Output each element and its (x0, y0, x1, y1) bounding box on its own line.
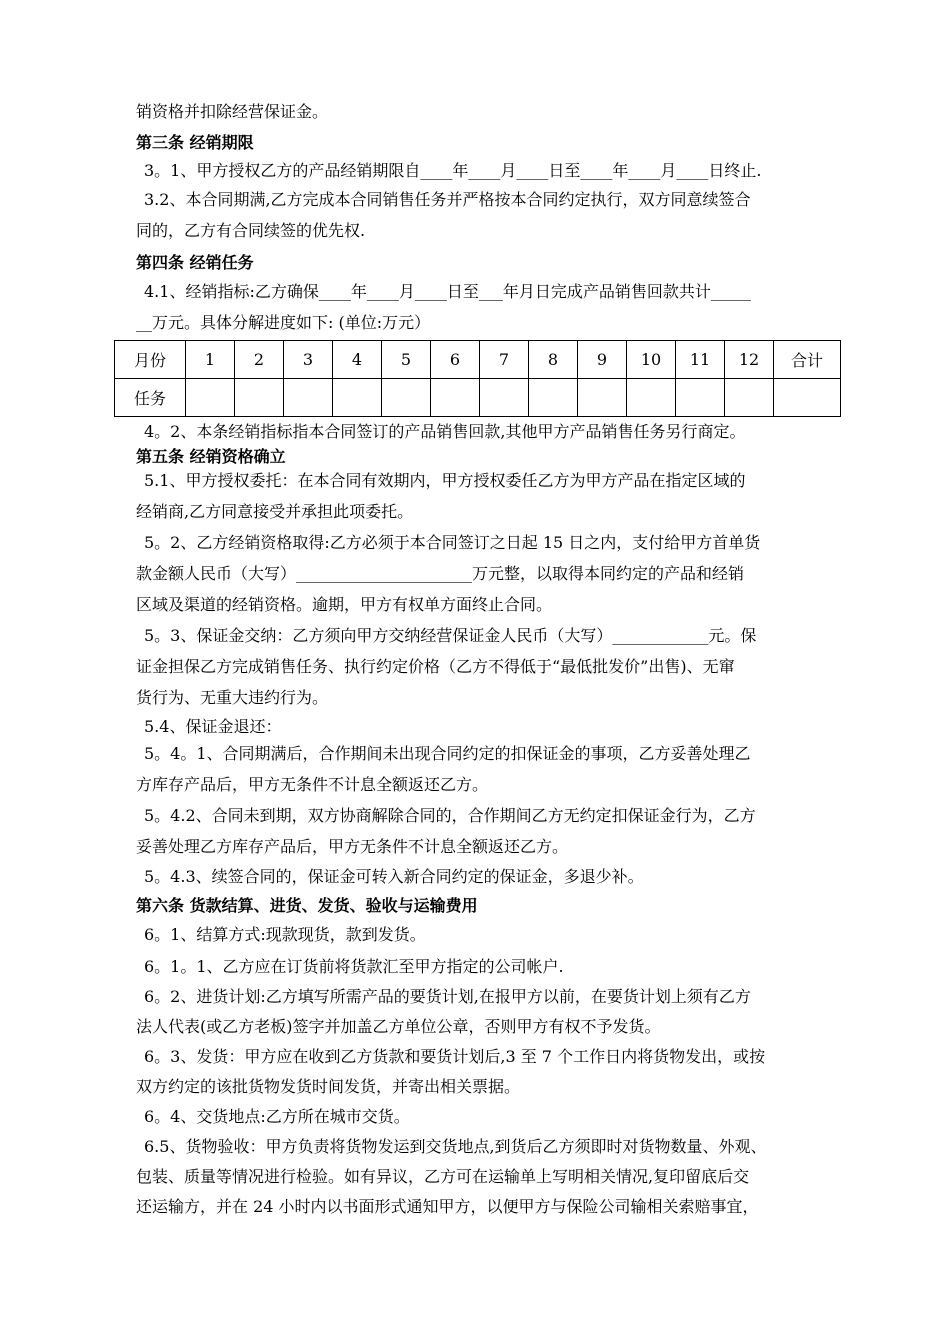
month-cell: 3 (284, 341, 333, 379)
task-cell (529, 379, 578, 417)
task-cell (627, 379, 676, 417)
section-heading-article-3: 第三条 经销期限 (136, 133, 254, 152)
paragraph-line: 款金额人民币（大写）______________________万元整，以取得本同约定的产品和经销 (136, 564, 745, 583)
paragraph-line: 包装、质量等情况进行检验。如有异议，乙方可在运输单上写明相关情况,复印留底后交 (136, 1167, 750, 1186)
table-row-months (115, 341, 841, 379)
clause-4-1: 4.1、经销指标:乙方确保____年____月____日至___年月日完成产品销售回款共计_____ (144, 282, 751, 301)
section-heading-article-4: 第四条 经销任务 (136, 253, 254, 272)
clause-5-4-2: 5。4.2、合同未到期，双方协商解除合同的，合作期间乙方无约定扣保证金行为，乙方 (144, 806, 756, 825)
table-row-tasks (115, 379, 841, 417)
clause-5-4-1: 5。4。1、合同期满后，合作期间未出现合同约定的扣保证金的事项，乙方妥善处理乙 (144, 744, 751, 763)
section-heading-article-5: 第五条 经销资格确立 (136, 447, 286, 466)
clause-5-2: 5。2、乙方经销资格取得:乙方必须于本合同签订之日起 15 日之内，支付给甲方首单货 (144, 533, 761, 552)
clause-6-3: 6。3、发货：甲方应在收到乙方货款和要货计划后,3 至 7 个工作日内将货物发出，或按 (144, 1047, 766, 1066)
paragraph-line: 法人代表(或乙方老板)签字并加盖乙方单位公章，否则甲方有权不予发货。 (136, 1017, 661, 1036)
month-cell: 8 (529, 341, 578, 379)
paragraph-line: 销资格并扣除经营保证金。 (136, 102, 329, 121)
month-cell: 12 (725, 341, 774, 379)
paragraph-line: 货行为、无重大违约行为。 (136, 688, 329, 707)
month-cell: 9 (578, 341, 627, 379)
paragraph-line: 经销商,乙方同意接受并承担此项委托。 (136, 502, 414, 521)
row-label-month: 月份 (115, 341, 186, 379)
task-cell (676, 379, 725, 417)
task-cell (333, 379, 382, 417)
month-cell: 4 (333, 341, 382, 379)
clause-3-1: 3。1、甲方授权乙方的产品经销期限自____年____月____日至____年____月____日终止. (144, 161, 762, 180)
month-cell: 10 (627, 341, 676, 379)
task-cell (431, 379, 480, 417)
clause-5-4: 5.4、保证金退还： (144, 717, 282, 736)
month-cell: 5 (382, 341, 431, 379)
clause-5-1: 5.1、甲方授权委托：在本合同有效期内，甲方授权委任乙方为甲方产品在指定区域的 (144, 471, 746, 490)
clause-6-5: 6.5、货物验收：甲方负责将货物发运到交货地点,到货后乙方须即时对货物数量、外观、 (144, 1137, 767, 1156)
clause-5-3: 5。3、保证金交纳：乙方须向甲方交纳经营保证金人民币（大写）____________元。保 (144, 626, 757, 645)
row-label-task: 任务 (115, 379, 186, 417)
paragraph-line: 方库存产品后，甲方无条件不计息全额返还乙方。 (136, 775, 489, 794)
task-cell (235, 379, 284, 417)
month-cell: 7 (480, 341, 529, 379)
total-header-cell: 合计 (774, 341, 841, 379)
month-cell: 11 (676, 341, 725, 379)
task-cell (186, 379, 235, 417)
clause-6-4: 6。4、交货地点:乙方所在城市交货。 (144, 1107, 410, 1126)
paragraph-line: 证金担保乙方完成销售任务、执行约定价格（乙方不得低于“最低批发价”出售)、无窜 (136, 657, 735, 676)
clause-6-2: 6。2、进货计划:乙方填写所需产品的要货计划,在报甲方以前，在要货计划上须有乙方 (144, 987, 751, 1006)
month-cell: 6 (431, 341, 480, 379)
task-cell (382, 379, 431, 417)
clause-5-4-3: 5。4.3、续签合同的，保证金可转入新合同约定的保证金，多退少补。 (144, 867, 644, 886)
month-cell: 1 (186, 341, 235, 379)
month-cell: 2 (235, 341, 284, 379)
paragraph-line: __万元。具体分解进度如下: (单位:万元） (136, 313, 431, 332)
paragraph-line: 同的，乙方有合同续签的优先权. (136, 221, 366, 240)
section-heading-article-6: 第六条 货款结算、进货、发货、验收与运输费用 (136, 896, 478, 915)
task-cell (578, 379, 627, 417)
paragraph-line: 还运输方，并在 24 小时内以书面形式通知甲方，以便甲方与保险公司输相关索赔事宜， (136, 1197, 759, 1216)
task-cell (725, 379, 774, 417)
task-cell (284, 379, 333, 417)
clause-3-2: 3.2、本合同期满,乙方完成本合同销售任务并严格按本合同约定执行，双方同意续签合 (144, 190, 751, 209)
clause-6-1: 6。1、结算方式:现款现货，款到发货。 (144, 925, 426, 944)
paragraph-line: 妥善处理乙方库存产品后，甲方无条件不计息全额返还乙方。 (136, 837, 569, 856)
clause-4-2: 4。2、本条经销指标指本合同签订的产品销售回款,其他甲方产品销售任务另行商定。 (144, 422, 746, 441)
task-cell (480, 379, 529, 417)
paragraph-line: 区域及渠道的经销资格。逾期，甲方有权单方面终止合同。 (136, 595, 553, 614)
clause-6-1-1: 6。1。1、乙方应在订货前将货款汇至甲方指定的公司帐户. (144, 957, 564, 976)
paragraph-line: 双方约定的该批货物发货时间发货，并寄出相关票据。 (136, 1077, 521, 1096)
task-total-cell (774, 379, 841, 417)
sales-schedule-table (114, 340, 841, 417)
